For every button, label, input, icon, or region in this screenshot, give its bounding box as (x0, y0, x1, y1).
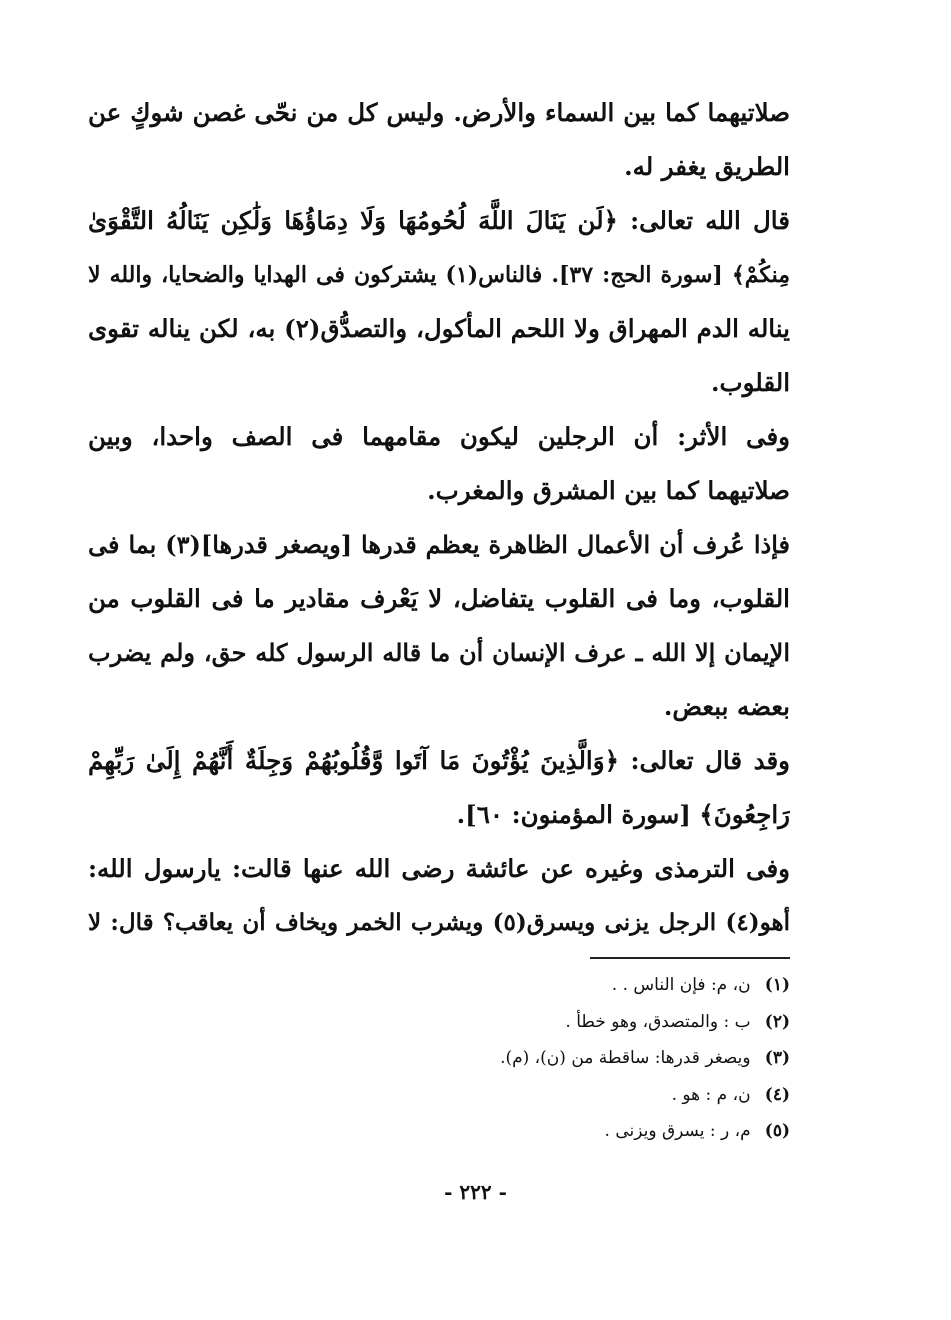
text-line: رَاجِعُونَ﴾ [سورة المؤمنون: ٦٠]. (456, 800, 790, 829)
text-line: فإذا عُرف أن الأعمال الظاهرة يعظم قدرها [ويصغر قدرها](٣) بما فى (88, 530, 790, 559)
footnote-number: (٢) (764, 1011, 790, 1032)
footnote-number: (٤) (764, 1084, 790, 1105)
text-line: صلاتيهما كما بين السماء والأرض. وليس كل من نحّى غصن شوكٍ عن (88, 98, 790, 127)
text-line: وقد قال تعالى: ﴿وَالَّذِينَ يُؤْتُونَ مَا آتَوا وَّقُلُوبُهُمْ وَجِلَةٌ أَنَّهُمْ إِلَىٰ رَبِّهِمْ (88, 746, 790, 775)
text-line: مِنكُمْ﴾ [سورة الحج: ٣٧]. فالناس(١) يشتركون فى الهدايا والضحايا، والله لا (88, 262, 790, 288)
footnote-text: ب : والمتصدق، وهو خطأ . (565, 1011, 751, 1032)
footnote-item (380, 1004, 790, 1041)
footnote-divider (590, 957, 790, 959)
footnote-number: (٥) (764, 1121, 790, 1141)
footnote-text: م، ر : يسرق ويزنى . (604, 1121, 751, 1141)
text-line: الإيمان إلا الله ـ عرف الإنسان أن ما قاله الرسول كله حق، ولم يضرب (88, 638, 790, 667)
page-body (88, 86, 790, 950)
text-line: القلوب، وما فى القلوب يتفاضل، لا يَعْرف مقادير ما فى القلوب من (88, 584, 790, 613)
text-line: وفى الأثر: أن الرجلين ليكون مقامهما فى الصف واحدا، وبين (88, 422, 790, 451)
footnote-text: ويصغر قدرها: ساقطة من (ن)، (م). (500, 1048, 751, 1068)
text-line: بعضه ببعض. (663, 692, 790, 721)
text-line: وفى الترمذى وغيره عن عائشة رضى الله عنها قالت: يارسول الله: (88, 854, 790, 883)
footnote-item (380, 1077, 790, 1114)
text-line: صلاتيهما كما بين المشرق والمغرب. (427, 476, 790, 505)
text-line: الطريق يغفر له. (624, 152, 790, 181)
footnote-number: (١) (764, 975, 790, 995)
page-number: - ٢٢٢ - (444, 1180, 507, 1204)
footnote-item (380, 967, 790, 1004)
footnote-item (380, 1113, 790, 1150)
text-line: أهو(٤) الرجل يزنى ويسرق(٥) ويشرب الخمر ويخاف أن يعاقب؟ قال: لا (88, 909, 790, 936)
footnotes (380, 967, 790, 1150)
footnote-number: (٣) (764, 1048, 790, 1068)
footnote-text: ن، م: فإن الناس . . (611, 975, 751, 995)
text-line: يناله الدم المهراق ولا اللحم المأكول، والتصدُّق(٢) به، لكن يناله تقوى (88, 314, 790, 343)
footnote-item (380, 1040, 790, 1077)
text-line: القلوب. (710, 368, 790, 397)
text-line: قال الله تعالى: ﴿لَن يَنَالَ اللَّهَ لُحُومُهَا وَلَا دِمَاؤُهَا وَلَٰكِن يَنَالُهُ التَّقْوَىٰ (88, 206, 790, 235)
footnote-text: ن، م : هو . (671, 1084, 751, 1105)
